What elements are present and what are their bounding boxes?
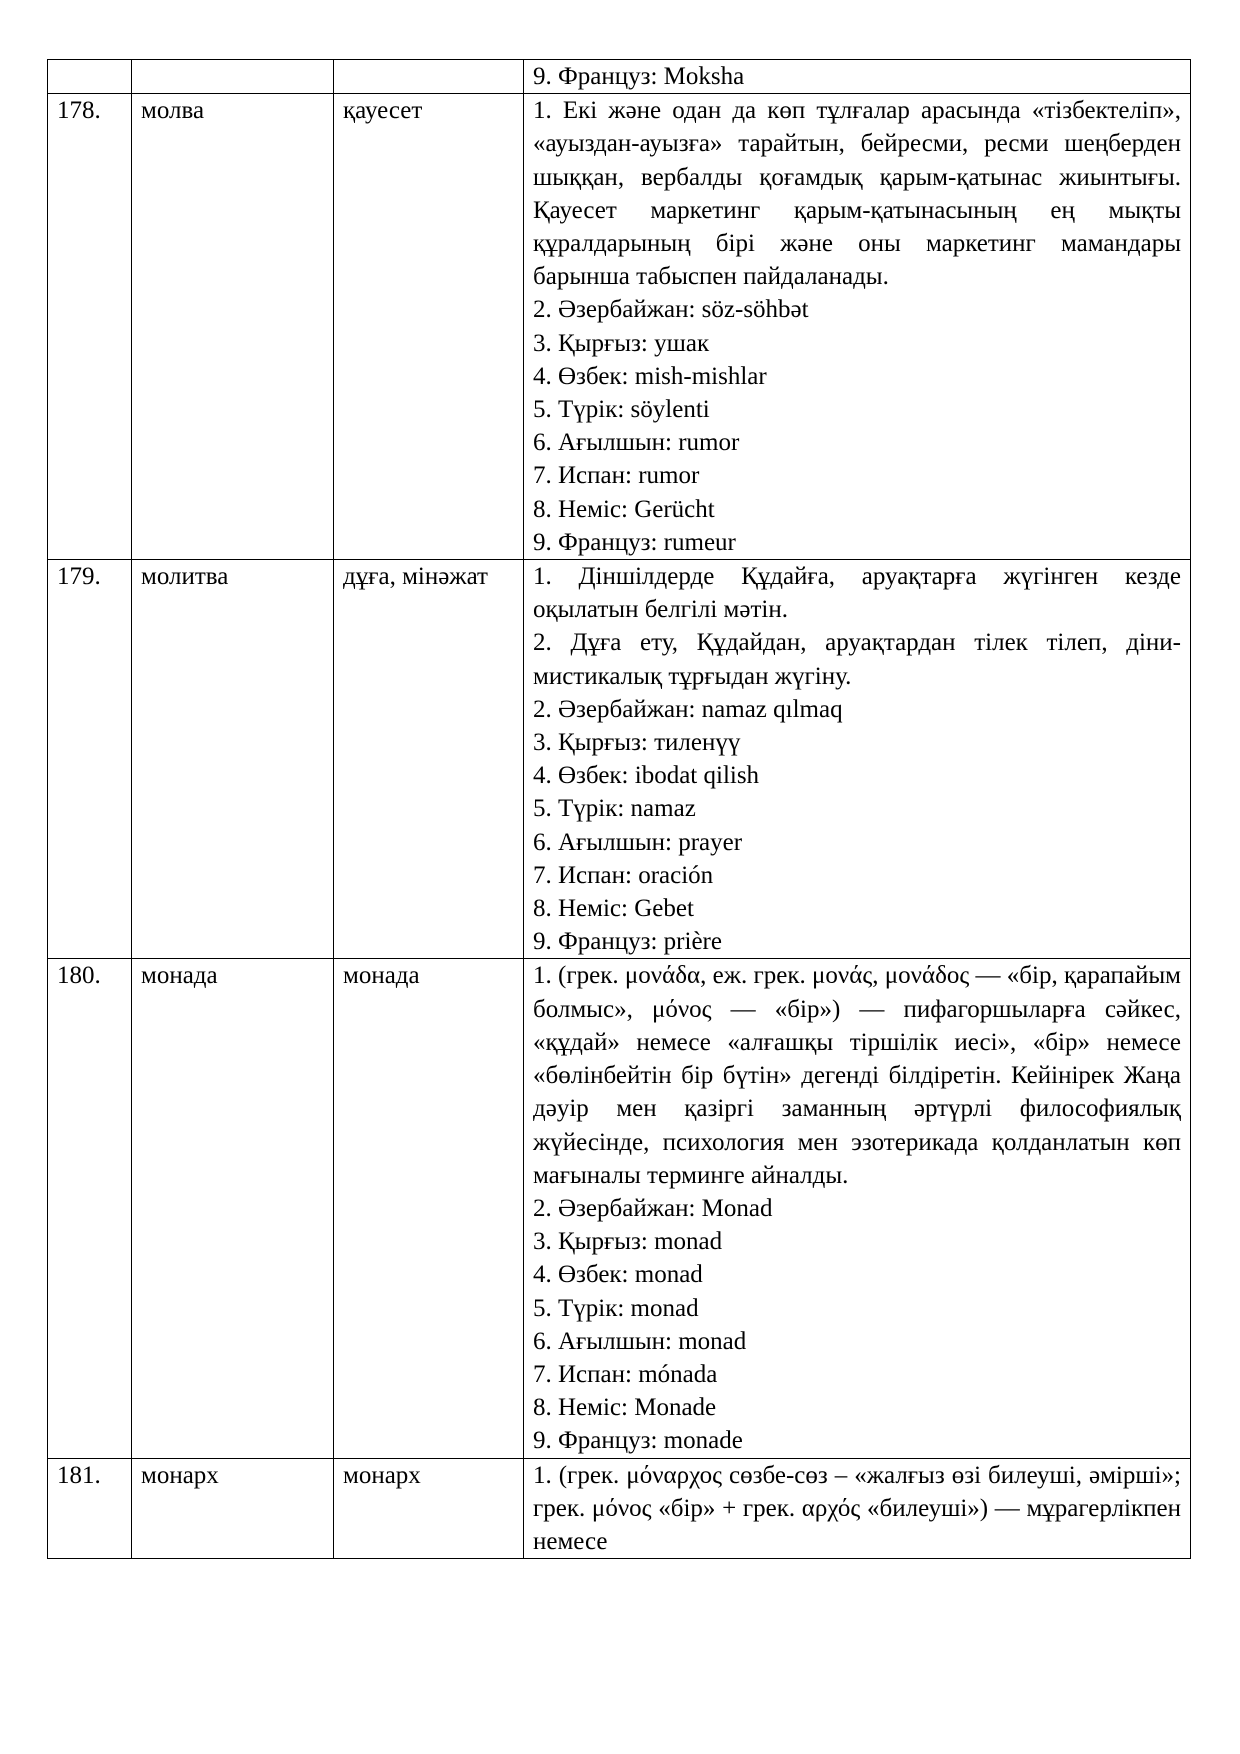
entry-number-cell: 181. (48, 1458, 132, 1559)
translation-line: 4. Өзбек: ibodat qilish (533, 762, 760, 790)
kazakh-term-cell: монарх (334, 1458, 524, 1559)
definition-paragraph: 1. (грек. μονάδα, еж. грек. μονάς, μονάδος — «бір, қарапайым болмыс», μόνος — «бір») — пифагоршыларға сәйкес, «құдай» немесе «алғашқы тіршілік иесі», «бір» немесе «бөлінбейтін бір бүтін» дегенді білдіретін. Кейінірек Жаңа дәуір мен қазіргі заманның әртүрлі философиялық жүйесінде, психология мен эзотерикада қолданлатын көп мағыналы терминге айналды. (533, 962, 1181, 1189)
entry-number-cell (48, 60, 132, 94)
definition-cell (524, 959, 1191, 1458)
table-row (48, 60, 1191, 94)
table-row (48, 94, 1191, 560)
translation-line: 9. Француз: Moksha (533, 63, 745, 90)
entry-number-cell: 179. (48, 560, 132, 959)
translation-line: 5. Түрік: namaz (533, 795, 696, 823)
translation-line: 2. Әзербайжан: söz-söhbət (533, 296, 809, 324)
translation-line: 9. Француз: rumeur (533, 528, 736, 556)
russian-term-cell: монада (132, 959, 334, 1458)
russian-term-cell: молитва (132, 560, 334, 959)
translation-line: 8. Неміс: Gerücht (533, 495, 715, 523)
dictionary-table-body (48, 60, 1191, 1559)
definition-cell (524, 94, 1191, 560)
translation-line: 7. Испан: oración (533, 861, 714, 889)
translation-line: 9. Француз: prière (533, 928, 722, 956)
definition-cell (524, 1458, 1191, 1559)
translation-line: 6. Ағылшын: rumor (533, 429, 740, 457)
translation-line: 4. Өзбек: monad (533, 1261, 703, 1289)
translation-line: 3. Қырғыз: тиленүү (533, 729, 741, 757)
definition-cell (524, 60, 1191, 94)
kazakh-term-cell: қауесет (334, 94, 524, 560)
translation-line: 7. Испан: rumor (533, 462, 700, 490)
dictionary-table (47, 59, 1191, 1559)
translation-line: 5. Түрік: söylenti (533, 396, 710, 424)
kazakh-term-cell: монада (334, 959, 524, 1458)
entry-number-cell: 178. (48, 94, 132, 560)
translation-line: 7. Испан: mónada (533, 1360, 718, 1388)
russian-term-cell (132, 60, 334, 94)
translation-line: 3. Қырғыз: monad (533, 1228, 723, 1256)
table-row (48, 1458, 1191, 1559)
russian-term-cell: молва (132, 94, 334, 560)
translation-line: 3. Қырғыз: ушак (533, 329, 710, 357)
translation-line: 2. Әзербайжан: Monad (533, 1194, 773, 1222)
entry-number-cell: 180. (48, 959, 132, 1458)
translation-line: 8. Неміс: Monade (533, 1394, 717, 1422)
kazakh-term-cell: дұға, мінәжат (334, 560, 524, 959)
kazakh-term-cell (334, 60, 524, 94)
translation-line: 4. Өзбек: mish-mishlar (533, 362, 767, 390)
definition-paragraph: 2. Дұға ету, Құдайдан, аруақтардан тілек тілеп, діни-мистикалық тұрғыдан жүгіну. (533, 629, 1181, 690)
definition-paragraph: 1. (грек. μόναρχος сөзбе-сөз – «жалғыз өзі билеуші, әмірші»; грек. μόνος «бір» + грек. αρχός «билеуші») — мұрагерлікпен немесе (533, 1461, 1181, 1555)
table-row (48, 959, 1191, 1458)
translation-line: 6. Ағылшын: monad (533, 1327, 747, 1355)
russian-term-cell: монарх (132, 1458, 334, 1559)
definition-paragraph: 1. Екі және одан да көп тұлғалар арасында «тізбектеліп», «ауыздан-ауызға» тарайтын, бейресми, ресми шеңберден шыққан, вербалды қоғамдық қарым-қатынас жиынтығы. Қауесет маркетинг қарым-қатынасының ең мықты құралдарының бірі және оны маркетинг мамандары барынша табыспен пайдаланады. (533, 97, 1181, 291)
translation-line: 5. Түрік: monad (533, 1294, 699, 1322)
definition-cell (524, 560, 1191, 959)
translation-line: 2. Әзербайжан: namaz qılmaq (533, 695, 843, 723)
table-row (48, 560, 1191, 959)
translation-line: 9. Француз: monade (533, 1427, 743, 1455)
translation-line: 8. Неміс: Gebet (533, 895, 694, 923)
definition-paragraph: 1. Діншілдерде Құдайға, аруақтарға жүгінген кезде оқылатын белгілі мәтін. (533, 563, 1181, 624)
translation-line: 6. Ағылшын: prayer (533, 828, 743, 856)
